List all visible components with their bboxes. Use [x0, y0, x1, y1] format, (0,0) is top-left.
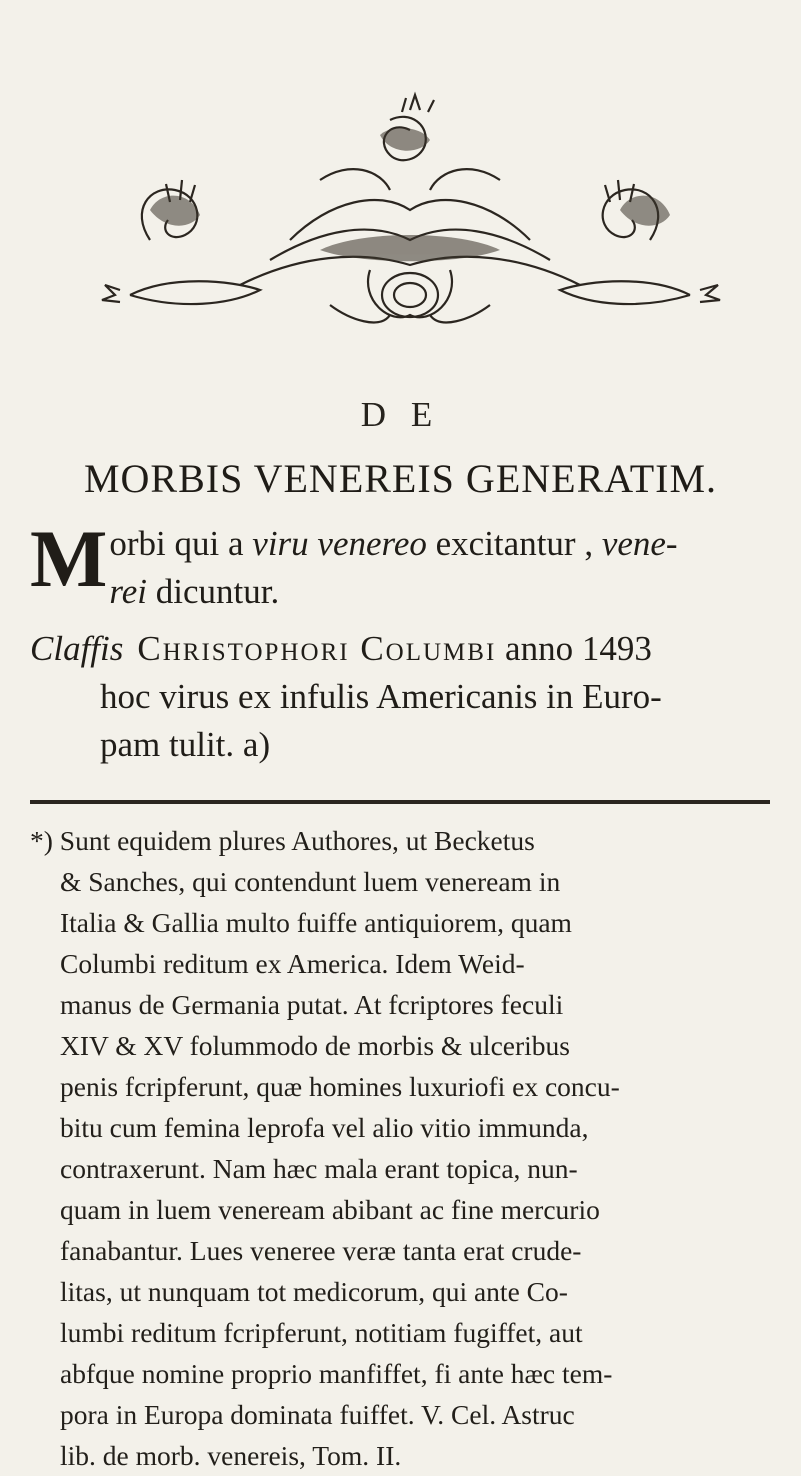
footnote-line: quam in luem veneream abibant ac fine mercurio — [60, 1194, 600, 1225]
paragraph-2-line-1 — [30, 629, 652, 668]
text-run: excitantur , — [426, 524, 602, 563]
italic-run: viru venereo — [252, 524, 427, 563]
footnote-line: Columbi reditum ex America. Idem Weid- — [60, 948, 525, 979]
footnote-line: contraxerunt. Nam hæc mala erant topica, nun- — [60, 1153, 578, 1184]
paragraph-1 — [30, 513, 770, 616]
margin-note: Claffis — [30, 629, 124, 668]
paragraph-2-line-3: pam tulit. a) — [100, 725, 271, 764]
footnote-line: manus de Germania putat. At fcriptores feculi — [60, 989, 564, 1020]
footnote-line: & Sanches, qui contendunt luem veneream in — [60, 866, 561, 897]
paragraph-1-line-2 — [30, 568, 770, 616]
italic-run: vene- — [601, 524, 678, 563]
footnote-line: bitu cum femina leprofa vel alio vitio immunda, — [60, 1112, 589, 1143]
paragraph-1-line-1 — [30, 520, 770, 568]
footnote-line: litas, ut nunquam tot medicorum, qui ante Co- — [60, 1276, 568, 1307]
drop-cap: M — [30, 513, 108, 604]
footnote-divider — [30, 800, 770, 804]
footnote — [30, 820, 770, 1476]
footnote-line: Italia & Gallia multo fuiffe antiquiorem, quam — [60, 907, 572, 938]
footnote-line: fanabantur. Lues veneree veræ tanta erat crude- — [60, 1235, 582, 1266]
text-run: dicuntur. — [147, 572, 280, 611]
italic-run: rei — [109, 572, 147, 611]
decorative-headpiece-ornament — [90, 90, 730, 340]
footnote-line: lib. de morb. venereis, Tom. II. — [60, 1440, 402, 1471]
text-run: orbi qui a — [109, 524, 253, 563]
footnote-line: XIV & XV folummodo de morbis & ulceribus — [60, 1030, 570, 1061]
footnote-line: penis fcripferunt, quæ homines luxuriofi ex concu- — [60, 1071, 620, 1102]
paragraph-2-line-2: hoc virus ex infulis Americanis in Euro- — [100, 677, 662, 716]
chapter-title: MORBIS VENEREIS GENERATIM. — [83, 456, 718, 501]
text-run: anno 1493 — [496, 629, 652, 668]
footnote-line: lumbi reditum fcripferunt, notitiam fugiffet, aut — [60, 1317, 583, 1348]
heading-de: D E — [360, 395, 441, 434]
name-small-caps: Christophori Columbi — [137, 629, 497, 668]
footnote-line: abfque nomine proprio manfiffet, fi ante hæc tem- — [60, 1358, 613, 1389]
footnote-line: pora in Europa dominata fuiffet. V. Cel. Astruc — [60, 1399, 575, 1430]
paragraph-2 — [30, 625, 770, 769]
footnote-line: *) Sunt equidem plures Authores, ut Becketus — [30, 825, 535, 856]
